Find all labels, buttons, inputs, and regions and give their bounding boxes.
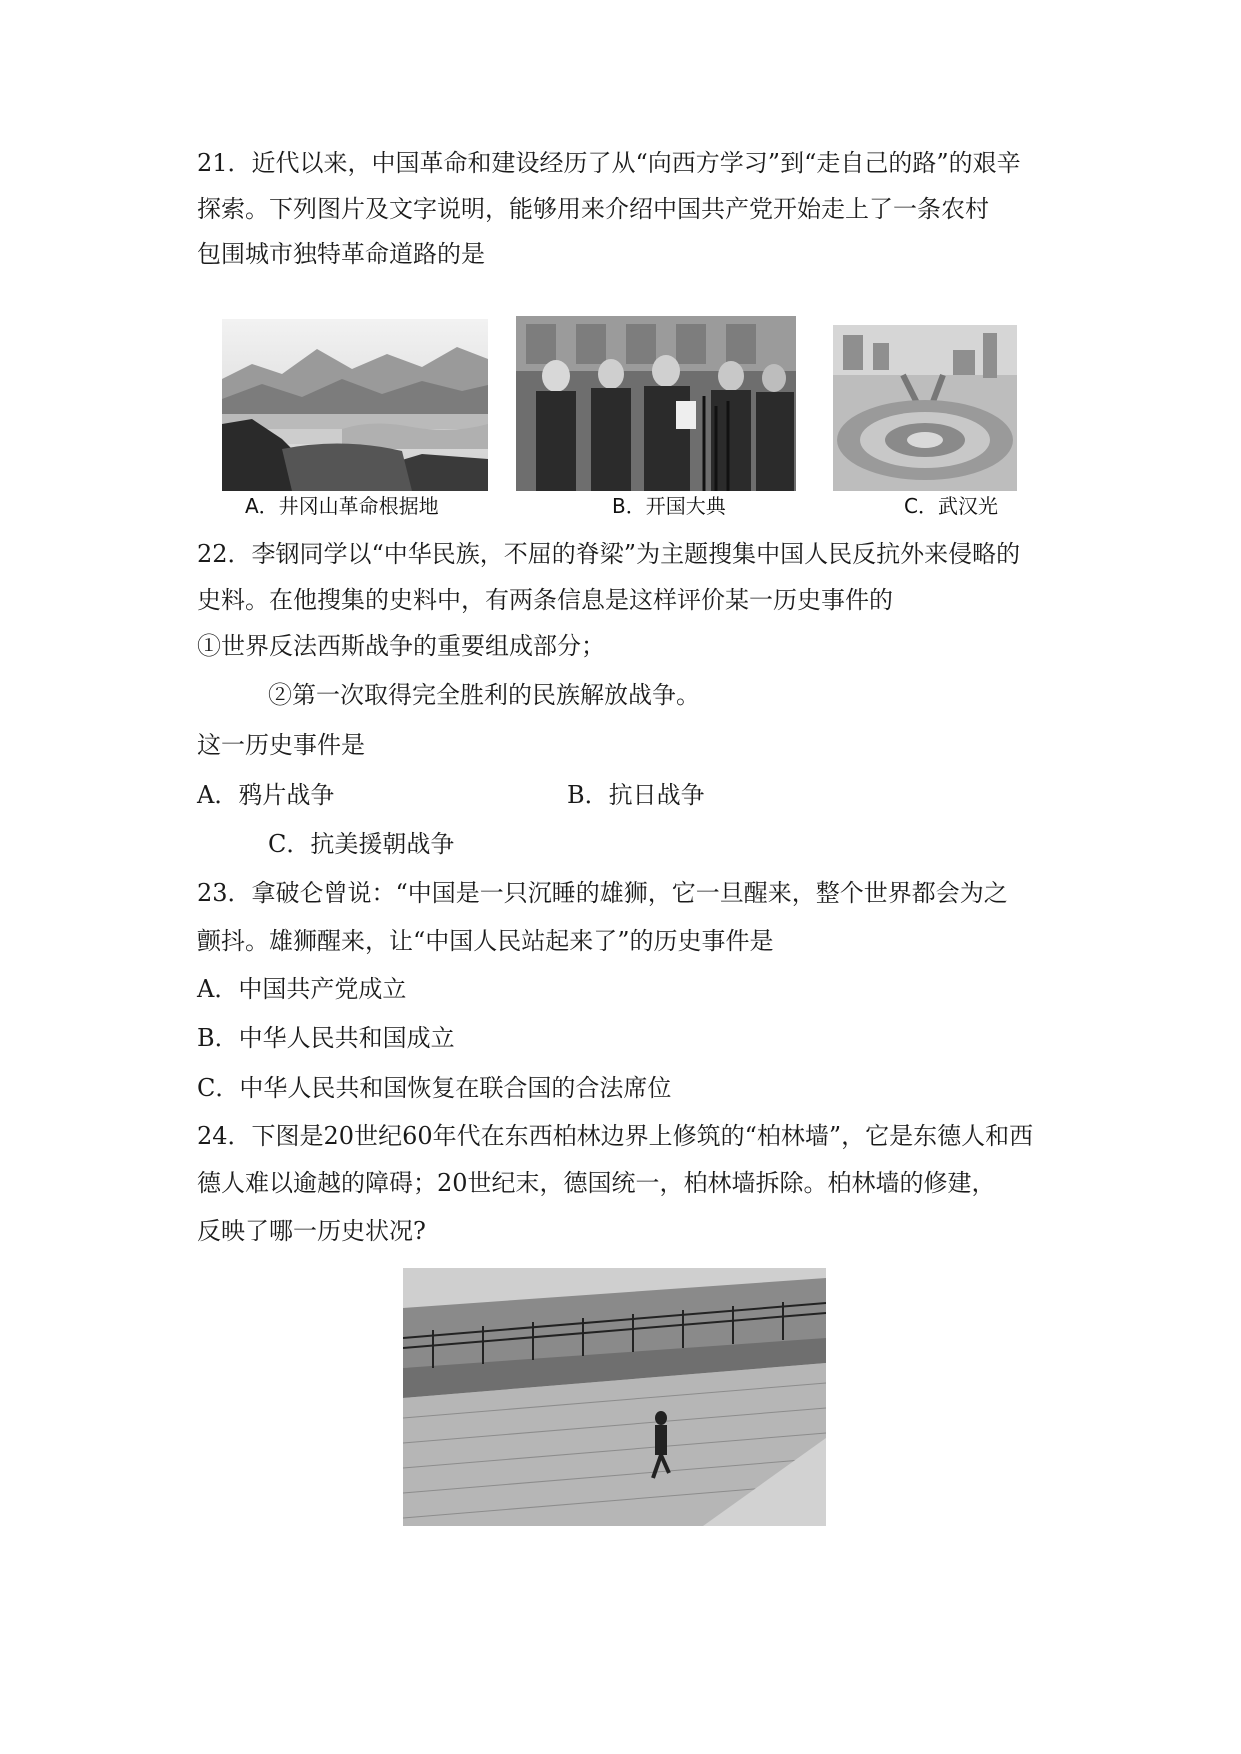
q21-line-3: 包围城市独特革命道路的是 (197, 240, 485, 268)
jinggangshan-photo (222, 319, 488, 491)
q22-line-2: 史料。在他搜集的史料中，有两条信息是这样评价某一历史事件的 (197, 586, 893, 614)
q21-caption-a: A．井冈山革命根据地 (245, 494, 439, 518)
q21-caption-c: C．武汉光 (904, 494, 998, 518)
q24-line-3: 反映了哪一历史状况? (197, 1217, 426, 1245)
founding-ceremony-photo (516, 316, 796, 491)
q23-line-2: 颤抖。雄狮醒来，让“中国人民站起来了”的历史事件是 (197, 927, 774, 955)
q21-line-2: 探索。下列图片及文字说明，能够用来介绍中国共产党开始走上了一条农村 (197, 195, 989, 223)
q23-option-c: C．中华人民共和国恢复在联合国的合法席位 (197, 1074, 672, 1102)
q21-line-1: 21．近代以来，中国革命和建设经历了从“向西方学习”到“走自己的路”的艰辛 (197, 149, 1021, 177)
q22-option-b: B．抗日战争 (567, 781, 705, 809)
q22-item-2: ②第一次取得完全胜利的民族解放战争。 (268, 681, 700, 709)
berlin-wall-photo (403, 1268, 826, 1526)
q21-caption-b: B．开国大典 (612, 494, 726, 518)
q22-line-1: 22．李钢同学以“中华民族，不屈的脊梁”为主题搜集中国人民反抗外来侵略的 (197, 540, 1021, 568)
q22-option-a: A．鸦片战争 (197, 781, 335, 809)
q22-option-c: C．抗美援朝战争 (268, 830, 455, 858)
q23-line-1: 23．拿破仑曾说：“中国是一只沉睡的雄狮，它一旦醒来，整个世界都会为之 (197, 879, 1008, 907)
q22-item-1: ①世界反法西斯战争的重要组成部分； (197, 632, 605, 660)
q23-option-a: A．中国共产党成立 (197, 975, 407, 1003)
wuhan-aerial-photo (833, 325, 1017, 491)
q24-line-2: 德人难以逾越的障碍；20世纪末，德国统一，柏林墙拆除。柏林墙的修建， (197, 1169, 996, 1197)
q24-line-1: 24．下图是20世纪60年代在东西柏林边界上修筑的“柏林墙”，它是东德人和西 (197, 1122, 1034, 1150)
q22-stem: 这一历史事件是 (197, 731, 365, 759)
q23-option-b: B．中华人民共和国成立 (197, 1024, 455, 1052)
